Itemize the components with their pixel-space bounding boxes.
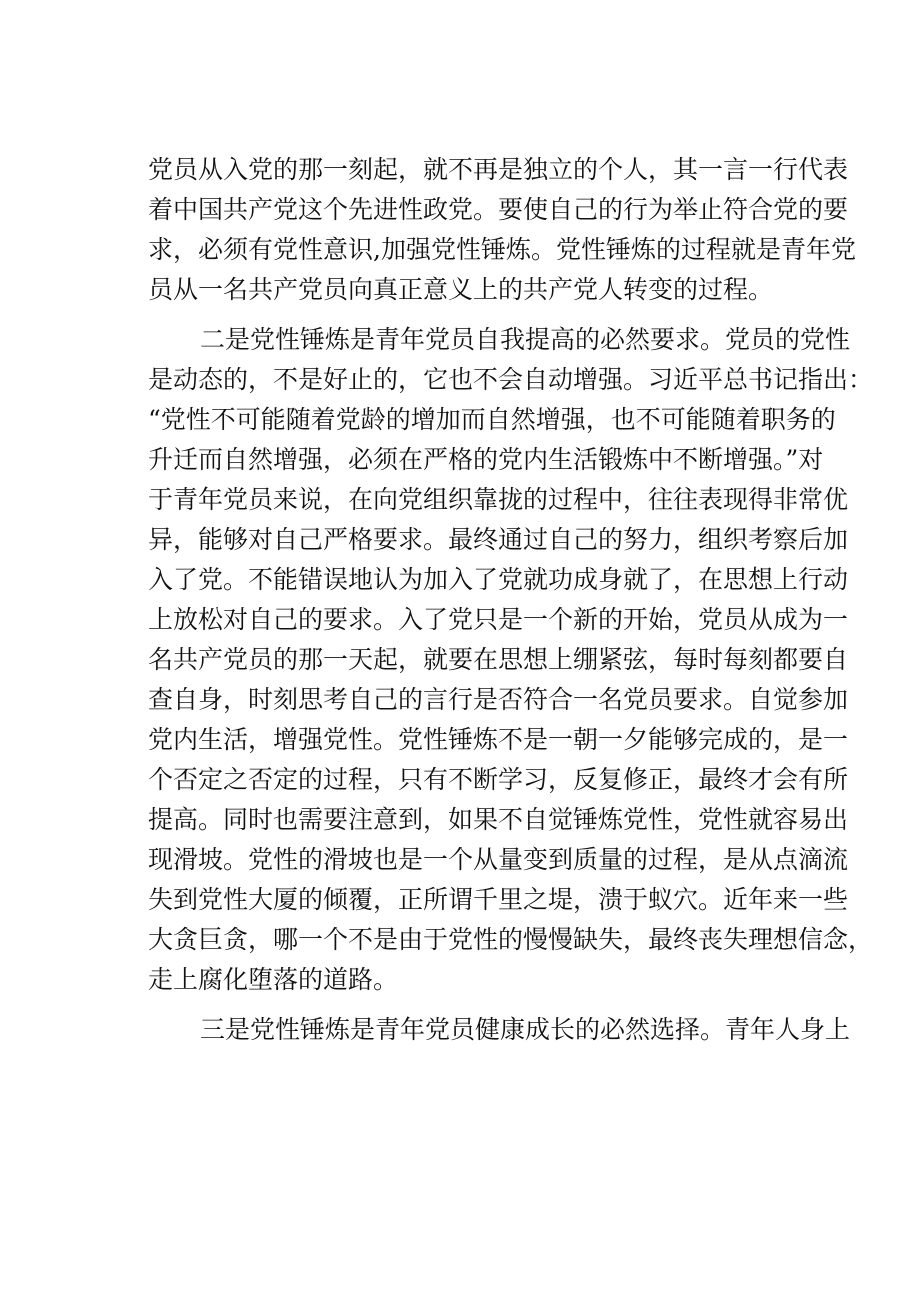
paragraph-2-line-5: 于青年党员来说，在向党组织靠拢的过程中，往往表现得非常优 bbox=[148, 485, 849, 514]
paragraph-2-line-10: 查自身，时刻思考自己的言行是否符合一名党员要求。自觉参加 bbox=[148, 685, 849, 714]
paragraph-2-line-12: 个否定之否定的过程，只有不断学习，反复修正，最终才会有所 bbox=[148, 765, 849, 794]
paragraph-1-line-2: 着中国共产党这个先进性政党。要使自己的行为举止符合党的要 bbox=[148, 195, 849, 224]
paragraph-2-line-14: 现滑坡。党性的滑坡也是一个从量变到质量的过程，是从点滴流 bbox=[148, 845, 849, 874]
paragraph-3-line-1: 三是党性锤炼是青年党员健康成长的必然选择。青年人身上 bbox=[200, 1015, 851, 1044]
paragraph-2-line-16: 大贪巨贪，哪一个不是由于党性的慢慢缺失，最终丧失理想信念， bbox=[148, 925, 874, 954]
paragraph-2-line-13: 提高。同时也需要注意到，如果不自觉锤炼党性，党性就容易出 bbox=[148, 805, 849, 834]
paragraph-2-line-8: 上放松对自己的要求。入了党只是一个新的开始，党员从成为一 bbox=[148, 605, 849, 634]
paragraph-2-line-7: 入了党。不能错误地认为加入了党就功成身就了，在思想上行动 bbox=[148, 565, 849, 594]
paragraph-2-line-1: 二是党性锤炼是青年党员自我提高的必然要求。党员的党性 bbox=[200, 325, 851, 354]
paragraph-2-line-3: “党性不可能随着党龄的增加而自然增强，也不可能随着职务的 bbox=[148, 405, 836, 434]
paragraph-2-line-17: 走上腐化堕落的道路。 bbox=[148, 965, 399, 994]
paragraph-2-line-2: 是动态的，不是好止的，它也不会自动增强。习近平总书记指出： bbox=[148, 365, 874, 394]
paragraph-2-line-6: 异，能够对自己严格要求。最终通过自己的努力，组织考察后加 bbox=[148, 525, 849, 554]
paragraph-2-line-15: 失到党性大厦的倾覆，正所谓千里之堤，溃于蚁穴。近年来一些 bbox=[148, 885, 849, 914]
paragraph-1-line-3: 求，必须有党性意识,加强党性锤炼。党性锤炼的过程就是青年党 bbox=[148, 235, 856, 264]
paragraph-2-line-9: 名共产党员的那一天起，就要在思想上绷紧弦，每时每刻都要自 bbox=[148, 645, 849, 674]
body-text bbox=[148, 150, 874, 1050]
paragraph-1-line-1: 党员从入党的那一刻起，就不再是独立的个人，其一言一行代表 bbox=[148, 155, 849, 184]
paragraph-gap bbox=[148, 1000, 804, 1010]
paragraph-gap bbox=[148, 310, 804, 320]
paragraph-2-line-4: 升迁而自然增强，必须在严格的党内生活锻炼中不断增强。”对 bbox=[148, 445, 824, 474]
paragraph-1-line-4: 员从一名共产党员向真正意义上的共产党人转变的过程。 bbox=[148, 275, 774, 304]
paragraph-2-line-11: 党内生活，增强党性。党性锤炼不是一朝一夕能够完成的，是一 bbox=[148, 725, 849, 754]
